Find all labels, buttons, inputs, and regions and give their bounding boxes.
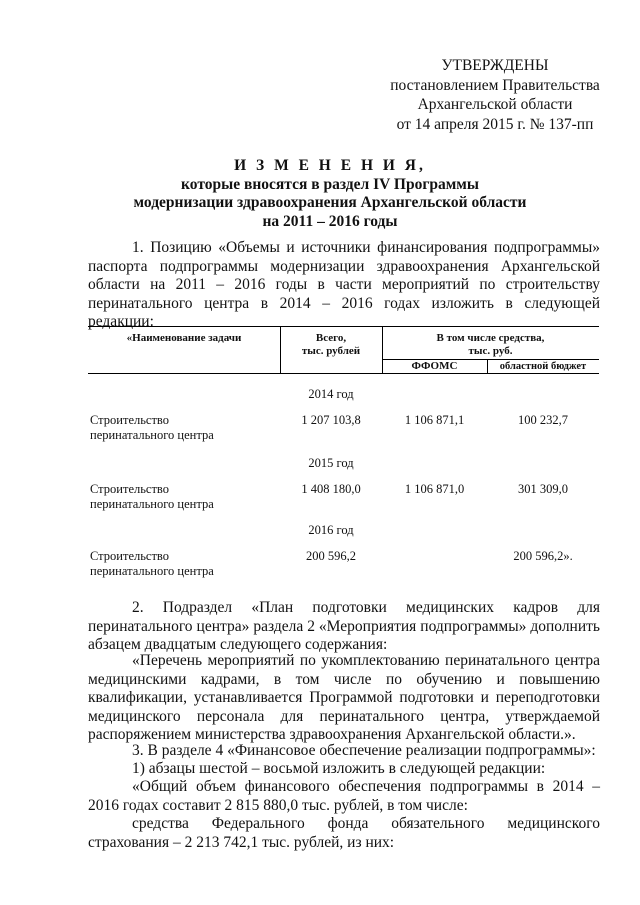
row-2014-ffoms: 1 106 871,1 <box>404 413 465 427</box>
document-title <box>60 157 600 231</box>
table-row-task <box>90 413 280 443</box>
title-period: на 2011 – 2016 годы <box>262 212 398 230</box>
row-2015-total: 1 408 180,0 <box>301 482 361 496</box>
task-label-line1: Строительство <box>90 482 170 496</box>
header-including <box>382 332 599 358</box>
year-2014: 2014 год <box>308 387 354 401</box>
row-2016-total: 200 596,2 <box>306 549 356 563</box>
approval-region: Архангельской области <box>417 96 573 113</box>
table-row-task <box>90 482 280 512</box>
paragraph-2: 2. Подраздел «План подготовки медицинских кадров для перинатального центра» раздела 2 «Мероприятия подпрограммы» дополнить абзацем двадцатым следующего содержания: <box>88 599 600 653</box>
approval-block <box>360 56 630 134</box>
task-label-line1: Строительство <box>90 413 170 427</box>
header-including-line1: В том числе средства, <box>436 332 545 344</box>
table-top-border <box>88 326 599 327</box>
approval-decree: постановлением Правительства <box>390 76 600 94</box>
paragraph-6: «Общий объем финансового обеспечения подпрограммы в 2014 – 2016 годах составит 2 815 880,0 тыс. рублей, в том числе: <box>88 778 600 814</box>
title-changes: И З М Е Н Е Н И Я, <box>234 157 426 174</box>
year-2015: 2015 год <box>308 456 354 470</box>
task-label-line1: Строительство <box>90 549 170 563</box>
row-2015-ffoms: 1 106 871,0 <box>404 482 465 496</box>
header-total-line2: тыс. рублей <box>301 345 361 357</box>
row-2014-regional: 100 232,7 <box>518 413 568 427</box>
header-including-line2: тыс. руб. <box>468 345 513 357</box>
approval-heading: УТВЕРЖДЕНЫ <box>441 57 549 74</box>
title-program: модернизации здравоохранения Архангельской области <box>133 194 527 211</box>
year-2016: 2016 год <box>308 523 354 537</box>
paragraph-3: «Перечень мероприятий по укомплектованию перинатального центра медицинскими кадрами, в том числе по обучению и повышению квалификации, устанавливается Программой подготовки и переподготовки медицинского персонала для перинатального центра, утверждаемой распоряжением министерства здравоохранения Архангельской области.». <box>88 652 600 743</box>
table-header-bottom-border <box>88 373 599 374</box>
task-label-line2: перинатального центра <box>90 564 214 578</box>
row-2016-regional: 200 596,2». <box>513 549 573 563</box>
paragraph-7: средства Федерального фонда обязательного медицинского страхования – 2 213 742,1 тыс. рублей, из них: <box>88 815 600 851</box>
row-2014-total: 1 207 103,8 <box>301 413 361 427</box>
title-subject: которые вносятся в раздел IV Программы <box>181 175 479 193</box>
header-ffoms: ФФОМС <box>411 360 458 372</box>
paragraph-5: 1) абзацы шестой – восьмой изложить в следующей редакции: <box>132 760 546 777</box>
row-2015-regional: 301 309,0 <box>518 482 568 496</box>
header-total <box>280 332 382 358</box>
task-label-line2: перинатального центра <box>90 497 214 511</box>
paragraph-4: 3. В разделе 4 «Финансовое обеспечение реализации подпрограммы»: <box>132 742 596 759</box>
task-label-line2: перинатального центра <box>90 428 214 442</box>
header-total-line1: Всего, <box>315 332 347 344</box>
paragraph-1: 1. Позицию «Объемы и источники финансирования подпрограммы» паспорта подпрограммы модернизации здравоохранения Архангельской области на 2011 – 2016 годы в части мероприятий по строительству перинатального центра в 2014 – 2016 годах изложить в следующей редакции: <box>88 239 600 330</box>
table-row-task <box>90 549 280 579</box>
header-regional-budget: областной бюджет <box>499 361 587 372</box>
header-task: «Наименование задачи <box>126 332 242 344</box>
approval-date: от 14 апреля 2015 г. № 137-пп <box>396 115 594 133</box>
